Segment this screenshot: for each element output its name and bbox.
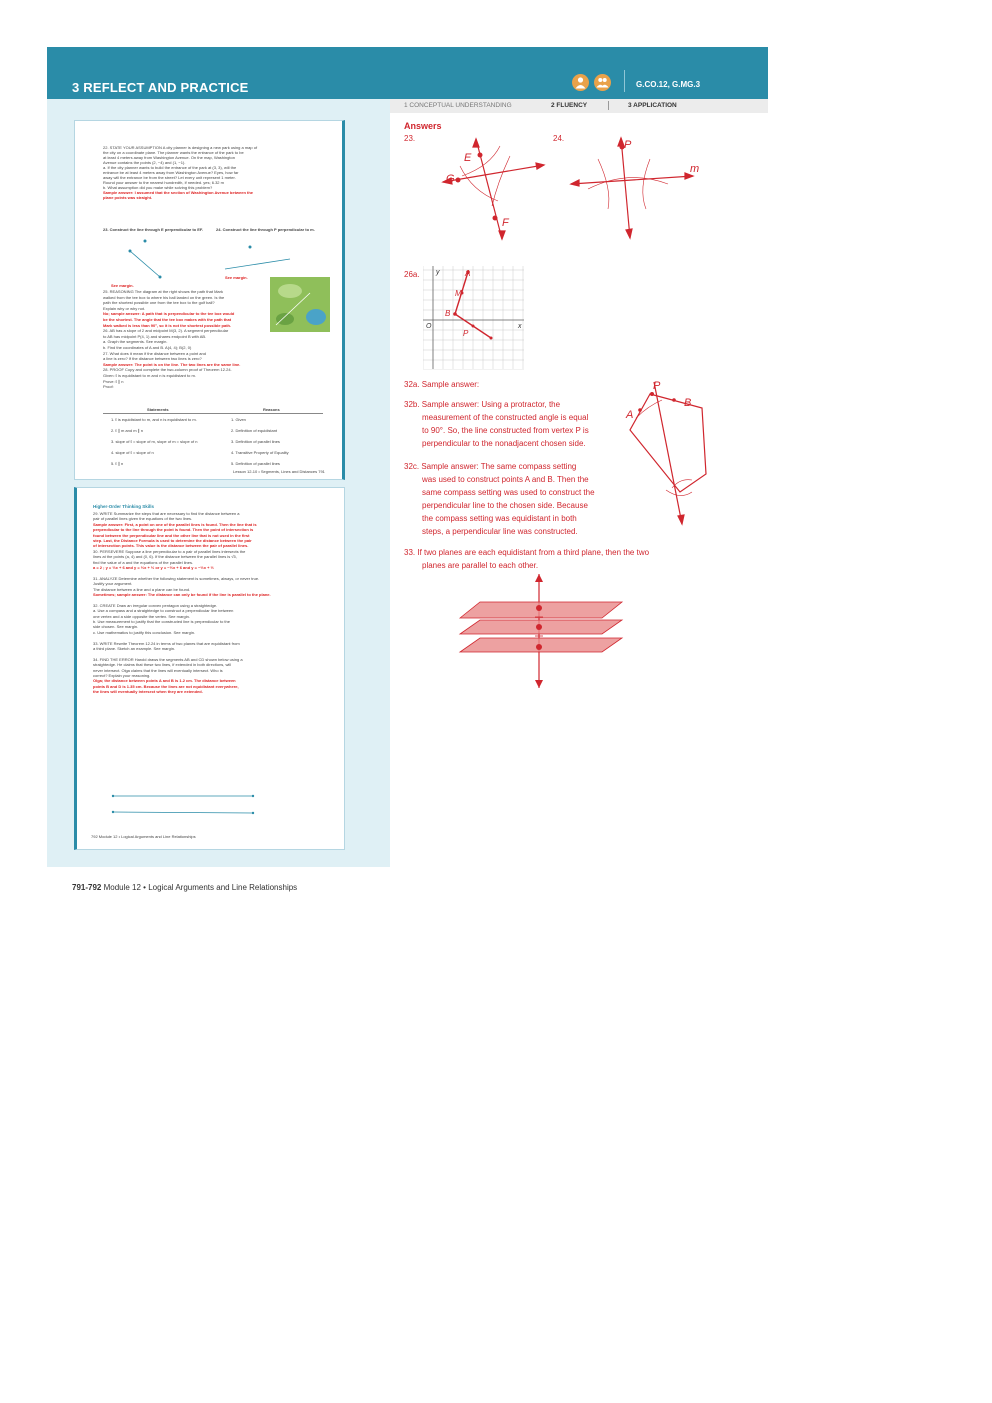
text-line: a. Use a compass and a straightedge to construct a perpendicular line between [93,608,234,614]
exercise-24-figure [220,239,295,279]
proof-reason: 5. Definition of parallel lines [231,461,280,466]
text-line: 25. REASONING The diagram at the right shows the path that Mark [103,289,223,294]
answer-line: 32c. Sample answer: The same compass setting [404,462,577,471]
text-line: to AB has midpoint P(4, 1) and shares endpoint B with AB. [103,333,207,339]
text-line: Given: ℓ is equidistant to m and n is equidistant to m. [103,373,196,378]
text-line: path the shortest possible one from the tee box to the golf ball? [103,300,215,306]
answer-24-construction [568,134,708,242]
text-line: Sometimes; sample answer: The distance can only be found if the line is parallel to the plane. [93,592,271,597]
answer-line: perpendicular line to the chosen side. Because [422,501,588,510]
answer-line: 33. If two planes are each equidistant from a third plane, then the two [404,548,650,557]
answer-23-label: 23. [404,134,416,143]
proof-reasons-header: Reasons [263,407,280,412]
fig26-label-b: B [445,309,451,318]
text-line: 31. ANALYZE Determine whether the following statement is sometimes, always, or never true. [93,575,260,581]
text-line: a = 2 ; y = ½x + 6 and y = ½x + ½ or y = −½x + 6 and y = −½x + ½ [93,565,214,570]
proof-statement: 1. ℓ is equidistant to m, and n is equidistant to m. [111,417,197,422]
proof-statement: 4. slope of ℓ = slope of n [111,450,154,455]
text-line: lines at the points (a, 4) and (0, 6). If the distance between the parallel lines is √5, [93,554,237,560]
text-line: Prove: ℓ ∥ n [103,378,124,384]
exercise-24-prompt: 24. Construct the line through P perpendicular to m. [216,227,315,232]
fig23-label-f: F [502,217,509,229]
answer-line: planes are parallel to each other. [422,561,539,570]
text-line: a. Graph the segments. See margin. [103,339,168,345]
proof-statement: 5. ℓ ∥ n [111,461,124,466]
fig23-label-g: G [446,173,455,185]
text-line: b. Use measurement to justify that the constructed line is perpendicular to the [93,619,230,624]
fig26-label-a: A [465,269,471,278]
footer-module-text: Module 12 • Logical Arguments and Line Relationships [103,883,298,892]
student-page-792 [74,487,345,850]
text-line: 26. AB has a slope of 2 and midpoint M(3, 2). A segment perpendicular [103,328,229,334]
text-line: a third plane. Sketch an example. See margin. [93,646,176,651]
pair-students-icon [594,74,611,91]
proof-statement: 2. ℓ ∥ m and m ∥ n [111,428,143,433]
text-line: Round your answer to the nearest hundredth, if needed. yes; 6.32 m [103,180,224,185]
answer-line: same compass setting was used to construct the [422,488,595,497]
text-line: pair of parallel lines given the equations of the two lines. [93,516,193,522]
tab-conceptual-understanding[interactable]: 1 CONCEPTUAL UNDERSTANDING [404,102,512,109]
answer-26a-graph [423,266,525,370]
answer-line: the compass setting was equidistant in both [422,514,577,523]
fig32-label-p: P [653,380,661,392]
proof-reason: 1. Given [231,417,246,422]
fig26-label-p: P [463,329,469,338]
text-line: straightedge. He claims that these two lines, if extended in both directions, will [93,662,232,668]
text-line: Olga; the distance between points A and B is 1.2 cm. The distance between [93,678,236,684]
answer-24-label: 24. [553,134,565,143]
text-line: b. Find the coordinates of A and B. A(4, 4); B(2, 0) [103,345,192,350]
fig32-label-b: B [684,397,692,409]
answer-33-parallel-planes [450,572,630,690]
proof-statement: 3. slope of ℓ = slope of m, slope of m = slope of n [111,439,198,444]
fig24-label-p: P [624,139,632,151]
text-line: Avenue contains the points (2, −4) and (1, −1). [103,160,186,165]
text-line: step. Last, the Distance Formula is used to determine the distance between the pair [93,538,252,543]
text-line: Sample answer: First, a point on one of the parallel lines is found. Then the line that is [93,521,257,527]
text-line: 22. STATE YOUR ASSUMPTION A city planner is designing a new park using a map of [103,145,258,150]
text-line: the city on a coordinate plane. The planner wants the entrance of the park to be [103,150,244,155]
text-line: a. If the city planner wants to build the entrance of the park at (3, 3), will the [103,165,237,170]
answer-32c [404,460,626,538]
page-range: 791-792 [72,883,102,892]
text-line: The distance between a line and a plane can be found. [93,586,191,592]
text-line: Sample answer: I assumed that the section of Washington Avenue between the [103,190,254,195]
text-line: a line is zero? If the distance between two lines is zero? [103,356,202,362]
text-line: never intersect. Olga claims that the lines will eventually intersect. Who is [93,667,223,673]
text-line: c. Use mathematics to justify this conclusion. See margin. [93,629,196,635]
answer-line: perpendicular to the nonadjacent chosen side. [422,439,586,448]
text-line: found between the perpendicular line and the other line that is not used in the first [93,532,250,538]
text-line: correct? Explain your reasoning. [93,673,151,678]
answer-23-construction [440,136,550,244]
text-line: Justify your argument. [93,581,133,587]
answer-line: 32b. Sample answer: Using a protractor, the [404,400,561,409]
text-line: away will the entrance be from the street? Let every unit represent 1 meter. [103,175,236,180]
answer-33 [404,546,704,572]
text-line: 32. CREATE Draw an irregular convex pentagon using a straightedge. [93,602,218,608]
text-line: Mark walked is less than 90°, so it is not the shortest possible path. [103,322,232,328]
exercise-23-prompt: 23. Construct the line through E perpendicular to EF. [103,227,204,232]
answer-32a: 32a. Sample answer: [404,380,480,389]
tab-fluency[interactable]: 2 FLUENCY [551,102,588,109]
answer-32b [404,398,626,450]
text-line: 34. FIND THE ERROR Harold draws the segments AB and CD shown below using a [93,656,243,662]
page-footer [72,883,297,892]
tab-application[interactable]: 3 APPLICATION [628,102,677,109]
fig26-origin-label: O [426,323,432,330]
text-line: 29. WRITE Summarize the steps that are necessary to find the distance between a [93,511,240,516]
header-divider [624,70,625,92]
page-792-footer: 792 Module 12 • Logical Arguments and Line Relationships [91,834,196,839]
text-line: side chosen. See margin. [93,624,139,630]
text-line: be the shortest. The angle that the tee box makes with the path that [103,317,232,322]
answer-line: measurement of the constructed angle is equal [422,413,589,422]
answer-26a-label: 26a. [404,270,420,279]
text-line: No; sample answer: A path that is perpendicular to the tee box would [103,311,235,317]
tab-divider [608,101,609,110]
text-line: 28. PROOF Copy and complete the two-column proof of Theorem 12.24. [103,367,232,373]
fig24-label-m: m [690,163,700,175]
text-line: plane points was straight. [103,195,153,200]
text-line: Explain why or why not. [103,305,146,311]
fig23-label-e: E [464,152,472,164]
standards-label: G.CO.12, G.MG.3 [636,80,701,89]
text-line: one vertex and a side opposite the vertex. See margin. [93,613,190,619]
proof-rule [103,413,323,414]
fig26-label-m: M [455,289,462,298]
text-line: 33. WRITE Rewrite Theorem 12.24 in terms of two planes that are equidistant from [93,640,240,646]
text-line: Proof: [103,384,114,390]
proof-reason: 3. Definition of parallel lines [231,439,280,444]
text-line: b. What assumption did you make while solving this problem? [103,185,213,190]
exercise-23-figure [115,239,205,289]
exercise-23-answer: See margin. [111,283,134,288]
section-title: 3 REFLECT AND PRACTICE [72,80,249,95]
answers-heading: Answers [404,121,442,131]
exercise-24-answer: See margin. [225,275,248,280]
text-line: points B and D is 1.35 cm. Because the lines are not equidistant everywhere, [93,683,239,689]
answer-line: steps, a perpendicular line was constructed. [422,527,578,536]
grouping-icons [572,74,616,96]
fig26-x-label: x [518,323,522,330]
proof-reason: 2. Definition of equidistant [231,428,278,433]
answer-line: to 90°. So, the line constructed from vertex P is [422,426,589,435]
text-line: of intersection points. This value is the distance between the pair of parallel lines. [93,543,249,549]
hots-heading: Higher-Order Thinking Skills [93,504,155,509]
answer-32-pentagon-construction [622,378,712,526]
text-line: Sample answer: The point is on the line. The two lines are the same line. [103,361,241,367]
text-line: 30. PERSEVERE Suppose a line perpendicular to a pair of parallel lines intersects the [93,548,246,554]
text-line: the lines will eventually intersect when they are extended. [93,689,203,695]
exercise-34-figure [103,788,263,818]
text-line: at least 4 meters away from Washington Avenue. On the map, Washington [103,155,235,160]
text-line: perpendicular to the line through the point is found. Then the point of intersection is [93,527,254,533]
proof-reason: 4. Transitive Property of Equality [231,450,289,455]
fig32-label-a: A [626,409,634,421]
golf-course-photo [270,277,330,332]
single-student-icon [572,74,589,91]
text-line: find the value of a and the equations of the parallel lines. [93,559,194,565]
fig26-y-label: y [436,269,440,276]
answer-line: was used to construct points A and B. Then the [422,475,589,484]
text-line: walked from the tee box to where his ball landed on the green. Is the [103,294,225,300]
proof-statements-header: Statements [147,407,169,412]
text-line: entrance be at least 4 meters away from Washington Avenue? Eyes, how far [103,170,239,175]
text-line: 27. What does it mean if the distance between a point and [103,350,206,356]
student-page-791 [74,120,345,480]
page-791-footer: Lesson 12-10 • Segments, Lines and Distances 791 [233,469,325,474]
